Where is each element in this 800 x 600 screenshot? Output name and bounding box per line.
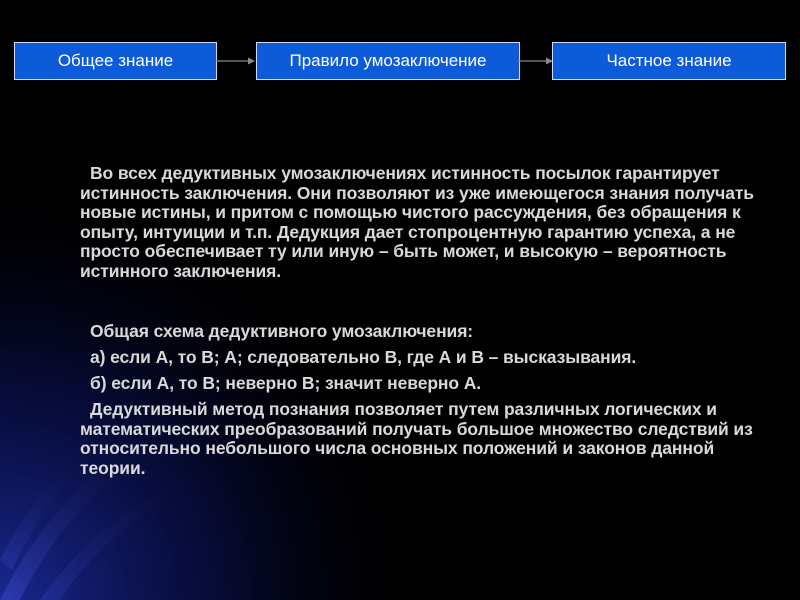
body-paragraph-scheme-a: а) если А, то В; А; следовательно В, где А и В – высказывания. (90, 347, 637, 367)
inference-rule-box (256, 42, 520, 80)
body-paragraph-method: Дедуктивный метод познания позволяет путем различных логических и математических преобразований получать большое множество следствий из относительно небольшого числа основных положений и законов данной теории. (80, 399, 753, 478)
body-paragraph-deduction: Во всех дедуктивных умозаключениях истинность посылок гарантирует истинность заключения. Они позволяют из уже имеющегося знания получать новые истины, и притом с помощью чистого рассуждения, без обращения к опыту, интуиции и т.п. Дедукция дает стопроцентную гарантию успеха, а не просто обеспечивает ту или иную – быть может, и высокую – вероятность истинного заключения. (80, 163, 754, 281)
body-paragraph-scheme-b: б) если А, то В; неверно В; значит неверно А. (90, 373, 482, 393)
general-knowledge-box (14, 42, 217, 80)
body-paragraph-scheme-heading: Общая схема дедуктивного умозаключения: (90, 321, 474, 341)
arrow-right-icon (216, 54, 256, 68)
general-knowledge-label: Общее знание (57, 51, 174, 70)
particular-knowledge-label: Частное знание (606, 51, 732, 70)
particular-knowledge-box (552, 42, 786, 80)
inference-rule-label: Правило умозаключение (289, 51, 487, 70)
